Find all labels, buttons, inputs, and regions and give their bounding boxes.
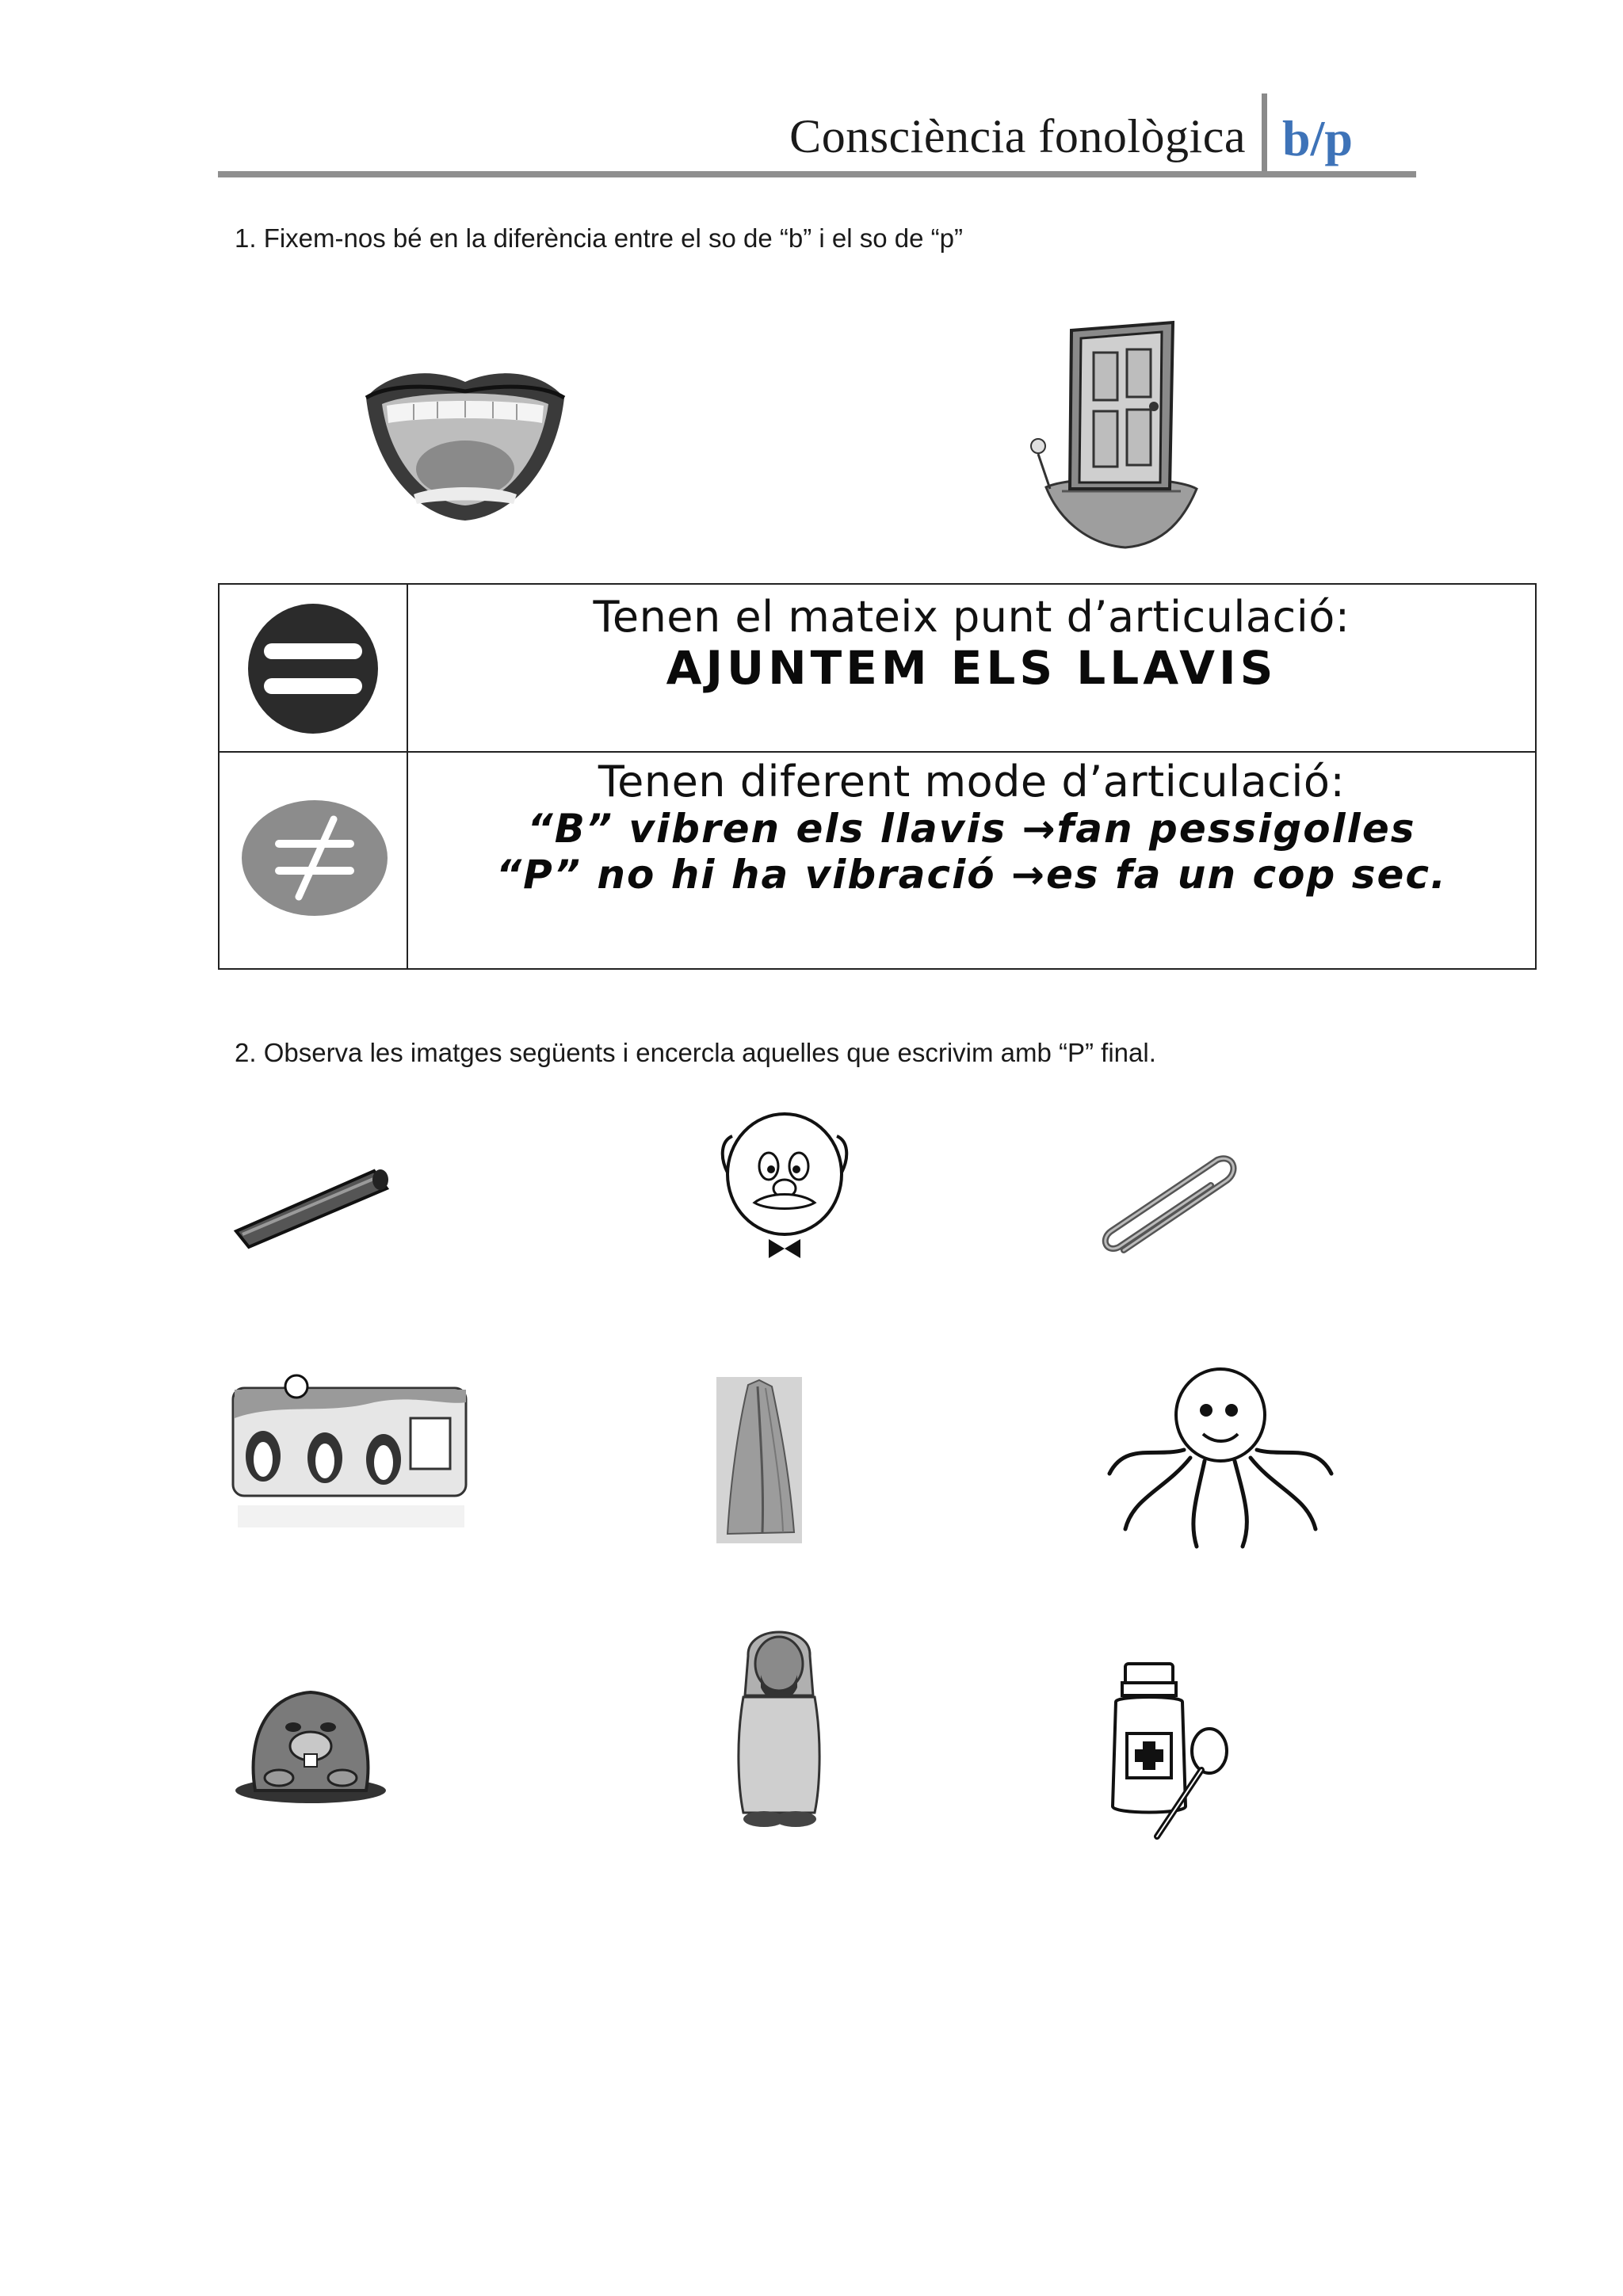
octopus-icon <box>1102 1363 1339 1553</box>
row2-line2: “B” vibren els llavis →fan pessigolles <box>527 806 1416 852</box>
instruction-2: 2. Observa les imatges següents i encercla aquelles que escrivim amb “P” final. <box>235 1038 1156 1067</box>
row2-line3: “P” no hi ha vibració →es fa un cop sec. <box>495 851 1448 898</box>
towel-icon <box>716 1377 802 1543</box>
bald-man-icon <box>713 1109 856 1268</box>
row1-line1: Tenen el mateix punt d’articulació: <box>593 592 1350 642</box>
sheikh-icon <box>720 1608 838 1830</box>
row1-line2: AJUNTEM ELS LLAVIS <box>666 641 1277 696</box>
paperclip-icon <box>1092 1149 1243 1260</box>
header-rule <box>218 171 1416 177</box>
not-equal-icon <box>240 799 389 917</box>
pipe-icon <box>231 1165 390 1252</box>
articulation-table <box>218 583 1537 970</box>
instruction-1: 1. Fixem-nos bé en la diferència entre el so de “b” i el so de “p” <box>235 223 963 253</box>
door-icon <box>1014 313 1220 551</box>
table-row-divider <box>220 751 1535 753</box>
medicine-syrup-icon <box>1102 1656 1244 1846</box>
mouth-icon <box>358 358 572 536</box>
equals-icon <box>246 602 380 735</box>
topic-tag: b/p <box>1282 110 1353 166</box>
penguins-icon <box>231 1371 469 1537</box>
page-title: Consciència fonològica <box>789 110 1246 162</box>
groundhog-icon <box>231 1664 390 1806</box>
header-divider <box>1262 93 1267 177</box>
row2-line1: Tenen diferent mode d’articulació: <box>598 757 1346 807</box>
